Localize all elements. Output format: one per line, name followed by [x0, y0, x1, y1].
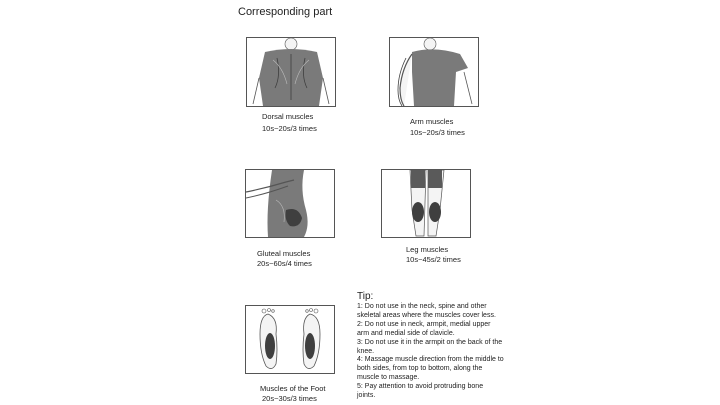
- tips-title: Tip:: [357, 291, 374, 302]
- page-heading: Corresponding part: [238, 6, 333, 18]
- part-name: Gluteal muscles: [257, 249, 311, 258]
- tip-line: skeletal areas where the muscles cover less.: [357, 311, 496, 319]
- part-name: Dorsal muscles: [262, 112, 314, 121]
- leg-muscles-illustration: [381, 169, 471, 238]
- part-name: Muscles of the Foot: [260, 384, 326, 393]
- gluteal-muscles-illustration: [245, 169, 335, 238]
- tip-line: 5: Pay attention to avoid protruding bone: [357, 383, 484, 391]
- dorsal-muscles-caption: [262, 112, 317, 134]
- dorsal-muscles-illustration: [246, 37, 336, 107]
- tip-line: 3: Do not use it in the armpit on the back of the: [357, 338, 503, 346]
- part-name: Arm muscles: [410, 117, 454, 126]
- leg-muscles-caption: [406, 245, 461, 265]
- foot-muscles-caption: [262, 384, 325, 404]
- part-timing: 20s~60s/4 times: [257, 259, 312, 268]
- tip-line: 4: Massage muscle direction from the middle to: [357, 356, 504, 364]
- arm-muscles-caption: [410, 117, 465, 138]
- tip-line: both sides, from top to bottom, along the: [357, 365, 483, 373]
- arm-muscles-illustration: [389, 37, 479, 107]
- tip-line: muscle to massage.: [357, 374, 420, 382]
- tip-line: knee.: [357, 347, 375, 355]
- tip-line: 2: Do not use in neck, armpit, medial upper: [357, 320, 491, 328]
- tip-line: arm and medial side of clavicle.: [357, 329, 455, 337]
- part-timing: 10s~45s/2 times: [406, 255, 461, 264]
- part-timing: 10s~20s/3 times: [262, 124, 317, 133]
- part-name: Leg muscles: [406, 245, 449, 254]
- gluteal-muscles-caption: [257, 249, 312, 269]
- foot-muscles-illustration: [245, 305, 335, 374]
- tip-line: joints.: [357, 392, 376, 400]
- part-timing: 20s~30s/3 times: [262, 394, 317, 403]
- tip-line: 1: Do not use in the neck, spine and other: [357, 303, 487, 310]
- part-timing: 10s~20s/3 times: [410, 128, 465, 137]
- tips-section: [357, 291, 517, 401]
